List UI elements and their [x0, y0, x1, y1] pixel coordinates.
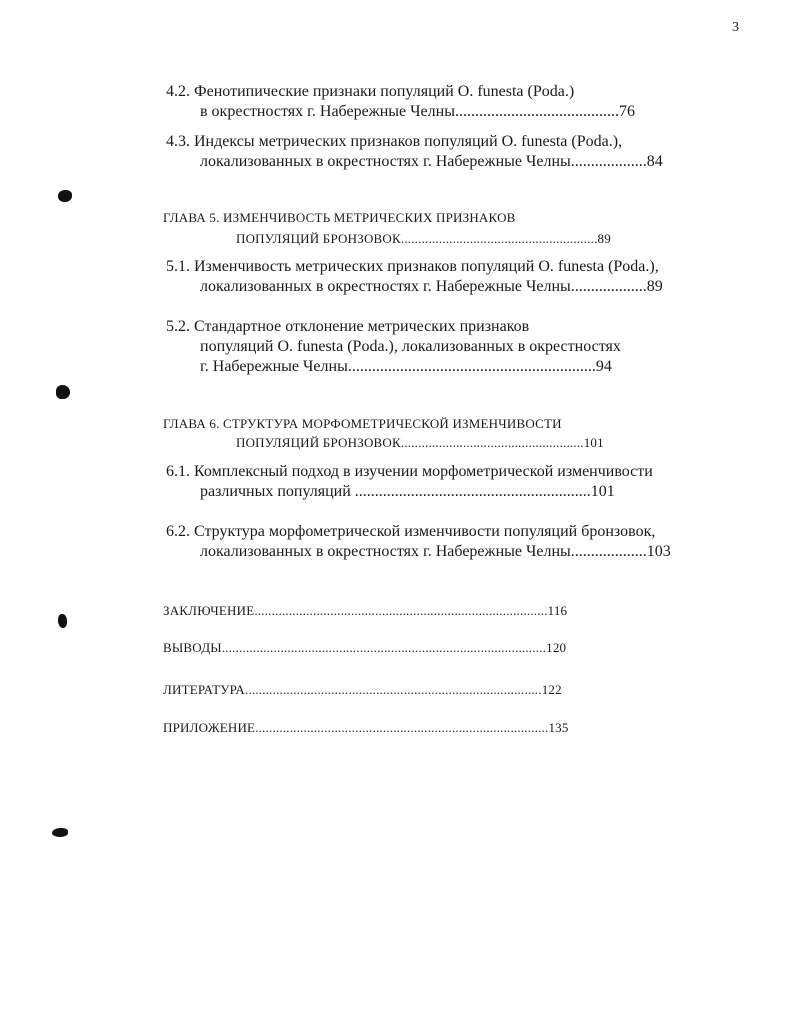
- toc-chapter-heading: ПОПУЛЯЦИЙ БРОНЗОВОК.....................................................101: [236, 435, 604, 450]
- toc-section-findings: ВЫВОДЫ..............................................................................................120: [163, 640, 567, 655]
- scan-blot: [56, 385, 70, 399]
- toc-line: локализованных в окрестностях г. Набережные Челны...................103: [200, 543, 671, 560]
- toc-section-literature: ЛИТЕРАТУРА......................................................................................122: [163, 682, 562, 697]
- scan-blot: [58, 190, 72, 202]
- toc-line: локализованных в окрестностях г. Набережные Челны...................89: [200, 278, 663, 295]
- toc-line: 5.2. Стандартное отклонение метрических признаков: [166, 318, 530, 335]
- toc-line: 5.1. Изменчивость метрических признаков популяций O. funesta (Poda.),: [166, 258, 659, 275]
- toc-line: 6.2. Структура морфометрической изменчивости популяций бронзовок,: [166, 523, 656, 540]
- toc-chapter-heading: ПОПУЛЯЦИЙ БРОНЗОВОК.........................................................89: [236, 231, 611, 246]
- toc-line: 6.1. Комплексный подход в изучении морфометрической изменчивости: [166, 463, 653, 480]
- toc-section-appendix: ПРИЛОЖЕНИЕ.....................................................................................135: [163, 720, 569, 735]
- toc-line: 4.2. Фенотипические признаки популяций O. funesta (Poda.): [166, 83, 575, 100]
- toc-chapter-heading: ГЛАВА 6. СТРУКТУРА МОРФОМЕТРИЧЕСКОЙ ИЗМЕНЧИВОСТИ: [163, 416, 562, 431]
- page-number: 3: [732, 20, 739, 35]
- toc-section-conclusion: ЗАКЛЮЧЕНИЕ.....................................................................................116: [163, 603, 568, 618]
- toc-line: 4.3. Индексы метрических признаков популяций O. funesta (Poda.),: [166, 133, 623, 150]
- scan-blot: [52, 828, 68, 837]
- scan-blot: [58, 614, 67, 628]
- toc-line: различных популяций ...........................................................101: [200, 483, 615, 500]
- toc-line: г. Набережные Челны..............................................................94: [200, 358, 612, 375]
- toc-line: в окрестностях г. Набережные Челны.........................................76: [200, 103, 635, 120]
- toc-line: локализованных в окрестностях г. Набережные Челны...................84: [200, 153, 663, 170]
- toc-line: популяций O. funesta (Poda.), локализованных в окрестностях: [200, 338, 621, 355]
- toc-chapter-heading: ГЛАВА 5. ИЗМЕНЧИВОСТЬ МЕТРИЧЕСКИХ ПРИЗНАКОВ: [163, 210, 516, 225]
